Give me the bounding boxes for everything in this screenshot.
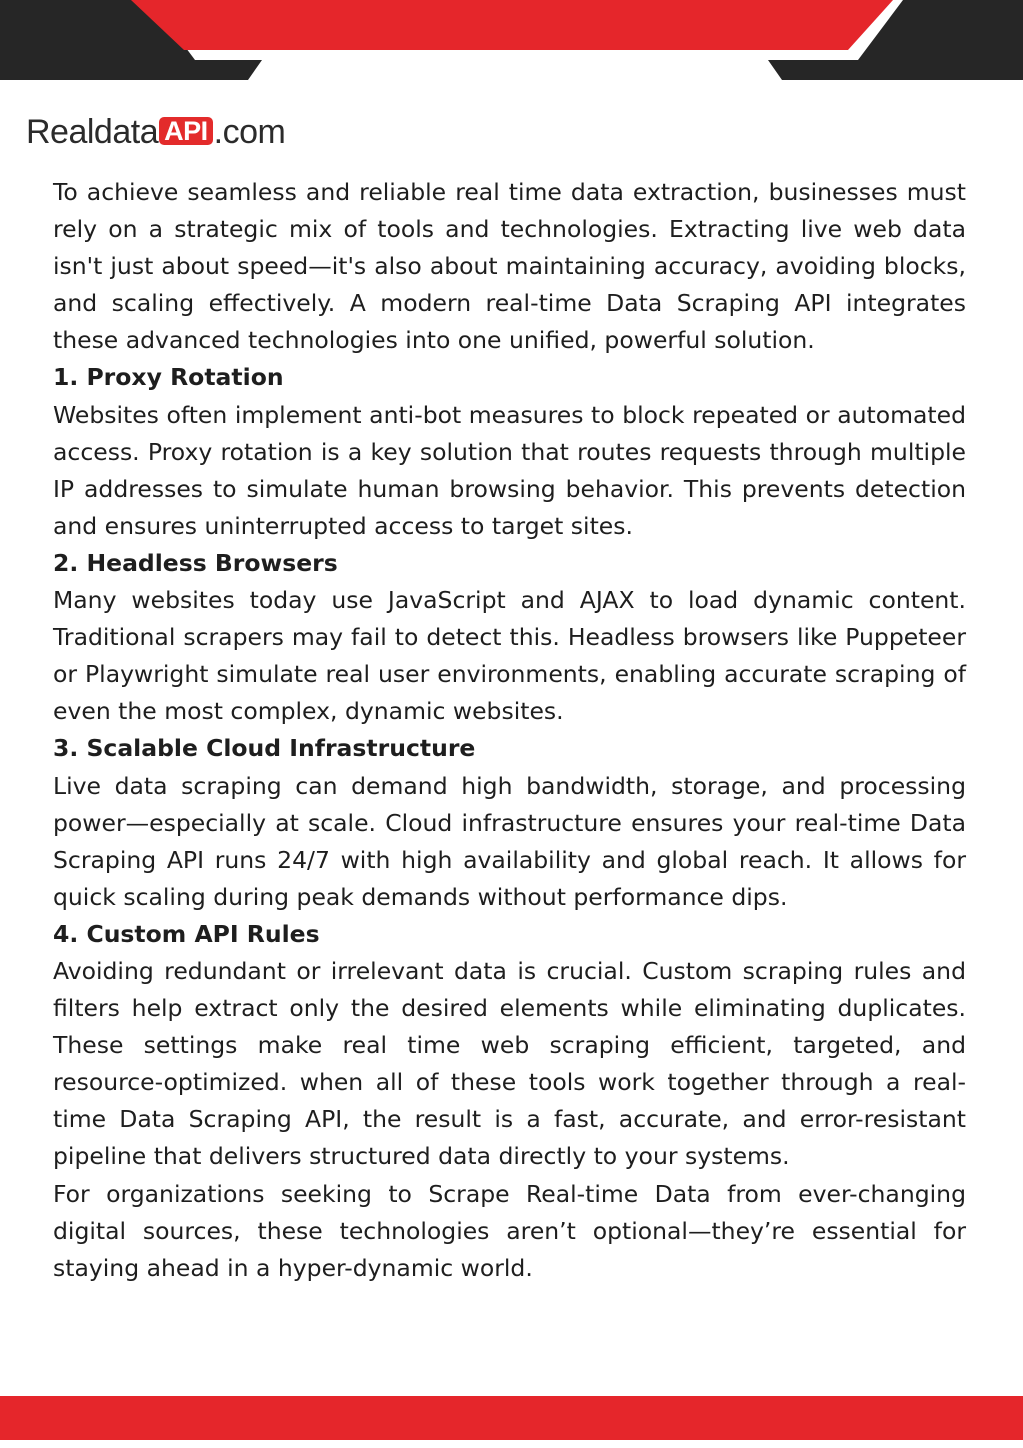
section-heading-custom-api-rules: 4. Custom API Rules <box>53 919 320 948</box>
logo-suffix: .com <box>213 112 286 151</box>
closing-paragraph: For organizations seeking to Scrape Real-time Data from ever-changing digital sources, these technologies aren’t optional—they’re essential for staying ahead in a hyper-dynamic world. <box>53 1179 966 1282</box>
footer-red-bar <box>0 1396 1023 1440</box>
banner-red-band <box>131 0 893 50</box>
section-heading-cloud-infrastructure: 3. Scalable Cloud Infrastructure <box>53 734 476 763</box>
section-heading-proxy-rotation: 1. Proxy Rotation <box>53 363 284 392</box>
intro-paragraph: To achieve seamless and reliable real time data extraction, businesses must rely on a strategic mix of tools and technologies. Extracting live web data isn't just about speed—it's also about maintaining accuracy, avoiding blocks, and scaling effectively. A modern real-time Data Scraping API integrates these advanced technologies into one unified, powerful solution. <box>53 178 966 355</box>
section-body-custom-api-rules: Avoiding redundant or irrelevant data is crucial. Custom scraping rules and filters help extract only the desired elements while eliminating duplicates. These settings make real time web scraping efficient, targeted, and resource-optimized. when all of these tools work together through a real-time Data Scraping API, the result is a fast, accurate, and error-resistant pipeline that delivers structured data directly to your systems. <box>53 956 966 1171</box>
footer-white-strip <box>0 1440 1023 1448</box>
top-banner <box>0 0 1023 80</box>
section-heading-headless-browsers: 2. Headless Browsers <box>53 548 338 577</box>
section-body-proxy-rotation: Websites often implement anti-bot measures to block repeated or automated access. Proxy rotation is a key solution that routes requests through multiple IP addresses to simulate human browsing behavior. This prevents detection and ensures uninterrupted access to target sites. <box>53 400 966 540</box>
section-body-headless-browsers: Many websites today use JavaScript and AJAX to load dynamic content. Traditional scrapers may fail to detect this. Headless browsers like Puppeteer or Playwright simulate real user environments, enabling accurate scraping of even the most complex, dynamic websites. <box>53 586 966 726</box>
logo-api-badge: API <box>159 117 213 145</box>
logo-prefix: Realdata <box>26 112 159 151</box>
article-body <box>53 174 966 1287</box>
section-body-cloud-infrastructure: Live data scraping can demand high bandwidth, storage, and processing power—especially at scale. Cloud infrastructure ensures your real-time Data Scraping API runs 24/7 with high availability and global reach. It allows for quick scaling during peak demands without performance dips. <box>53 771 966 911</box>
realdataapi-logo <box>26 108 285 156</box>
